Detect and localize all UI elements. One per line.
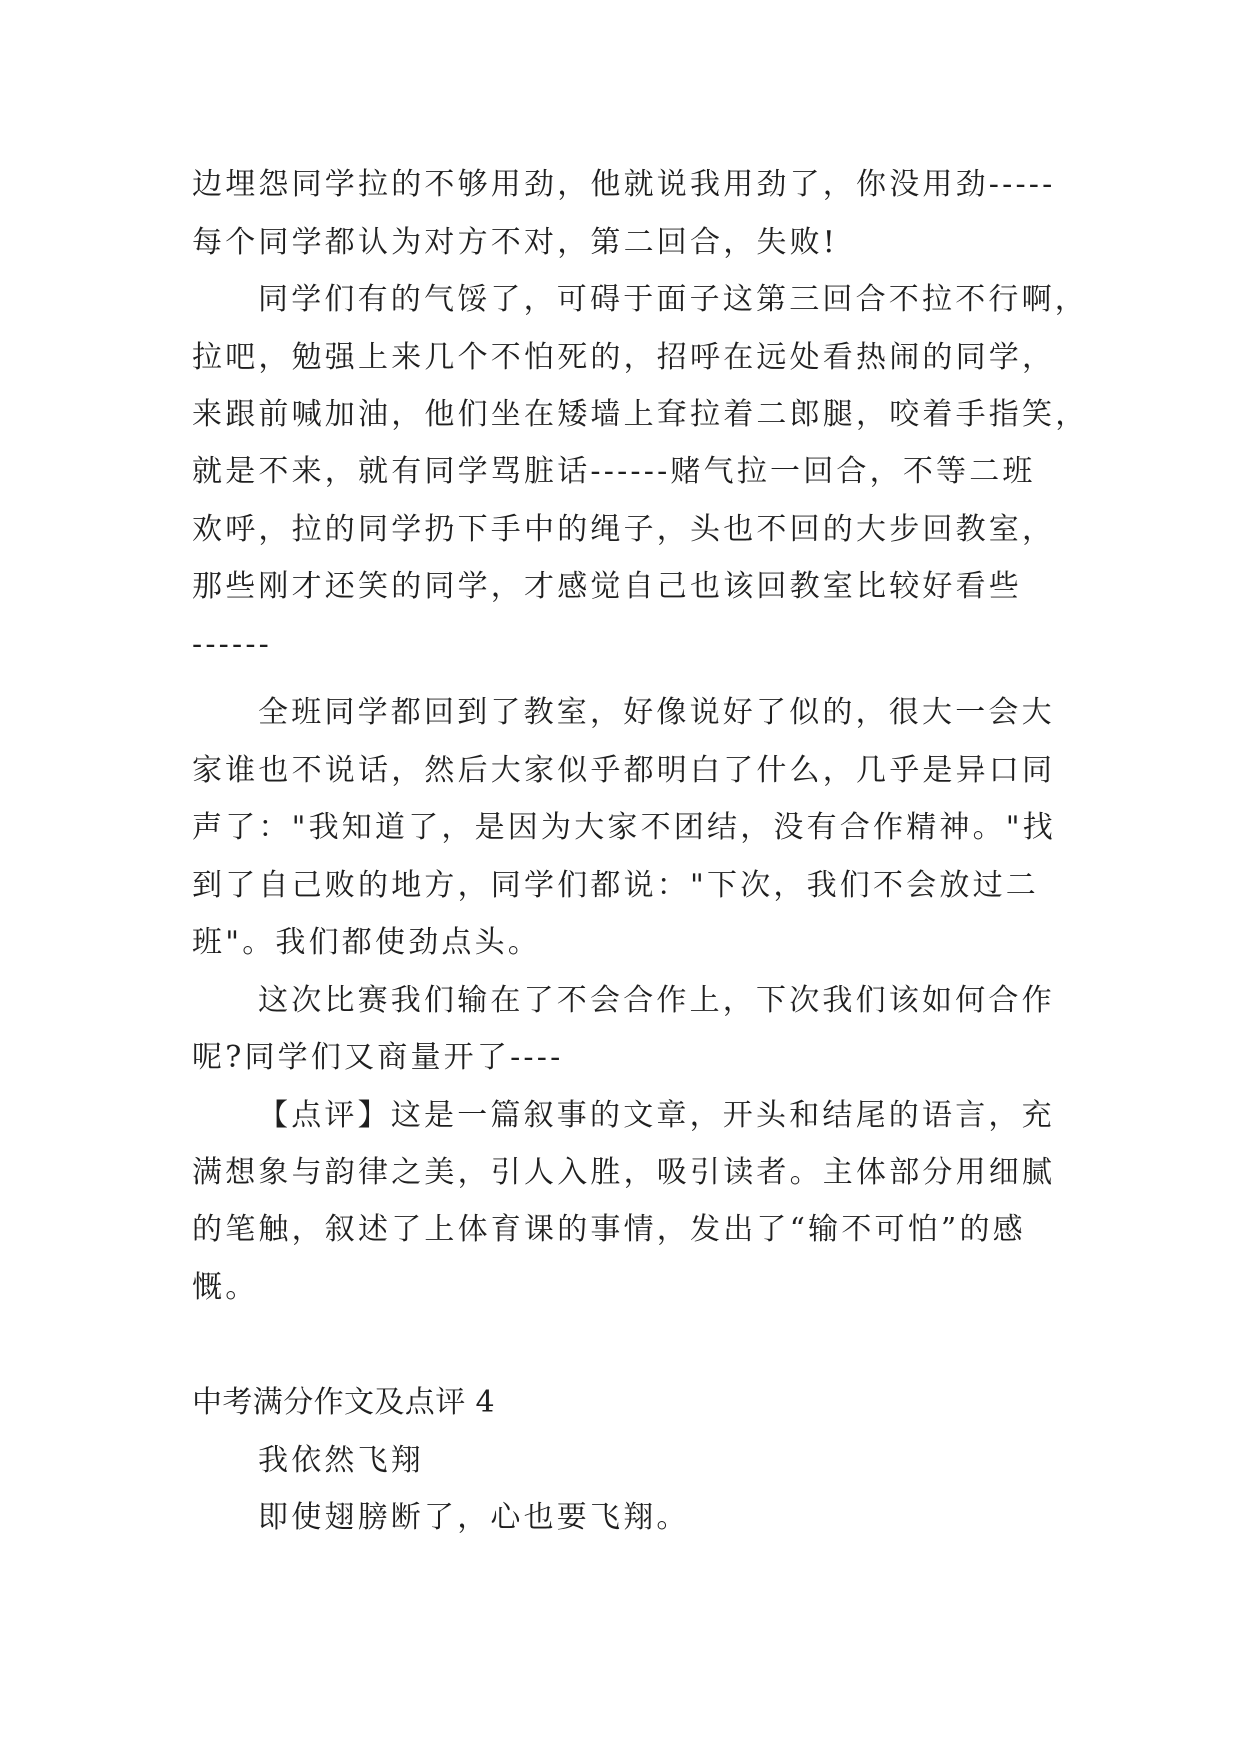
- text-line: 拉吧，勉强上来几个不怕死的，招呼在远处看热闹的同学，: [192, 340, 1056, 375]
- comment-start-line: 【点评】这是一篇叙事的文章，开头和结尾的语言，充: [258, 1098, 1055, 1133]
- text-line: 来跟前喊加油，他们坐在矮墙上耷拉着二郎腿，咬着手指笑，: [192, 397, 1089, 432]
- paragraph-start-line: 同学们有的气馁了，可碍于面子这第三回合不拉不行啊，: [258, 282, 1088, 317]
- text-line: 的笔触，叙述了上体育课的事情，发出了“输不可怕”的感: [192, 1212, 1026, 1247]
- text-line: 就是不来，就有同学骂脏话------赌气拉一回合，不等二班: [192, 454, 1036, 489]
- paragraph-start-line: 这次比赛我们输在了不会合作上，下次我们该如何合作: [258, 983, 1055, 1018]
- text-line: 欢呼，拉的同学扔下手中的绳子，头也不回的大步回教室，: [192, 512, 1056, 547]
- text-line: 每个同学都认为对方不对，第二回合，失败!: [192, 225, 839, 260]
- text-line: 那些刚才还笑的同学，才感觉自己也该回教室比较好看些: [192, 569, 1022, 604]
- paragraph-start-line: 全班同学都回到了教室，好像说好了似的，很大一会大: [258, 695, 1055, 730]
- text-line: 边埋怨同学拉的不够用劲，他就说我用劲了，你没用劲-----: [192, 167, 1056, 202]
- essay-title: 我依然飞翔: [258, 1443, 424, 1478]
- text-line: 满想象与韵律之美，引人入胜，吸引读者。主体部分用细腻: [192, 1155, 1056, 1190]
- text-line: 班"。我们都使劲点头。: [192, 925, 541, 960]
- paragraph-start-line: 即使翅膀断了，心也要飞翔。: [258, 1500, 690, 1535]
- section-heading: 中考满分作文及点评 4: [192, 1385, 496, 1420]
- text-line: ------: [192, 627, 273, 662]
- text-line: 家谁也不说话，然后大家似乎都明白了什么，几乎是异口同: [192, 753, 1056, 788]
- text-line: 慨。: [192, 1270, 259, 1305]
- text-line: 呢?同学们又商量开了----: [192, 1040, 564, 1075]
- text-line: 到了自己败的地方，同学们都说："下次，我们不会放过二: [192, 868, 1039, 903]
- text-line: 声了："我知道了，是因为大家不团结，没有合作精神。"找: [192, 810, 1056, 845]
